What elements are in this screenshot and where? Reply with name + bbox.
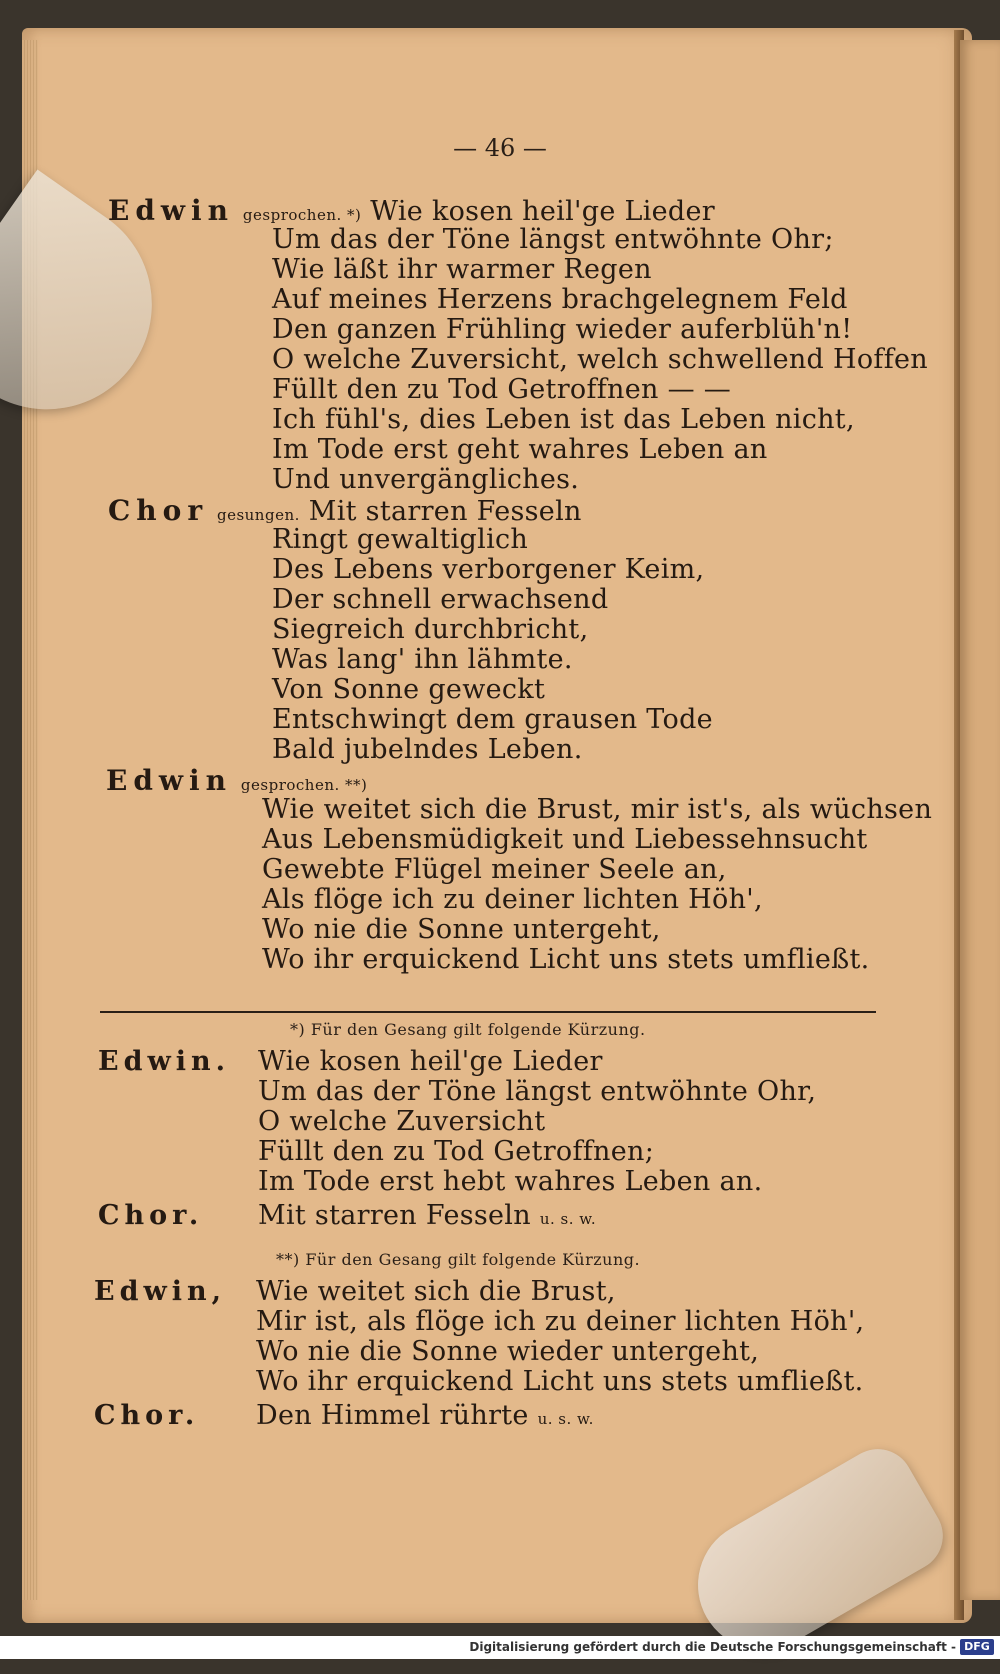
verse-line: Als flöge ich zu deiner lichten Höh',	[262, 884, 763, 915]
footnote-speaker: Edwin.	[98, 1046, 230, 1077]
verse-text: Wie kosen heil'ge Lieder	[370, 196, 715, 227]
verse-line: Aus Lebensmüdigkeit und Liebessehnsucht	[262, 824, 868, 855]
abbreviation: u. s. w.	[539, 1210, 597, 1228]
footnote-line-text: Mit starren Fesseln	[258, 1200, 531, 1231]
digitization-credit: Digitalisierung gefördert durch die Deutsche Forschungsgemeinschaft -	[469, 1640, 956, 1654]
verse-line: Im Tode erst geht wahres Leben an	[272, 434, 768, 465]
footnote-line: Füllt den zu Tod Getroffnen;	[258, 1136, 655, 1167]
verse-line: Wie weitet sich die Brust, mir ist's, als wüchsen	[262, 794, 933, 825]
verse-line: O welche Zuversicht, welch schwellend Hoffen	[272, 344, 928, 375]
footnote-line: Mir ist, als flöge ich zu deiner lichten Höh',	[256, 1306, 865, 1337]
verse-line: Wie läßt ihr warmer Regen	[272, 254, 652, 285]
footnote-line: Im Tode erst hebt wahres Leben an.	[258, 1166, 763, 1197]
verse-line: Ringt gewaltiglich	[272, 524, 529, 555]
verse-line: Auf meines Herzens brachgelegnem Feld	[272, 284, 848, 315]
verse-line: Bald jubelndes Leben.	[272, 734, 583, 765]
verse-line: Der schnell erwachsend	[272, 584, 609, 615]
footnote-speaker: Edwin,	[94, 1276, 226, 1307]
footnote-line-text: Den Himmel rührte	[256, 1400, 529, 1431]
stage-note: gesprochen. *)	[242, 206, 362, 224]
verse-line: Wo ihr erquickend Licht uns stets umfließt.	[262, 944, 870, 975]
footnote-line: Wo ihr erquickend Licht uns stets umfließt.	[256, 1366, 864, 1397]
verse-line: Siegreich durchbricht,	[272, 614, 589, 645]
verse-line: Den ganzen Frühling wieder auferblüh'n!	[272, 314, 853, 345]
verse-line: Was lang' ihn lähmte.	[272, 644, 573, 675]
footnote-speaker: Chor.	[94, 1400, 200, 1431]
footnote-speaker: Chor.	[98, 1200, 204, 1231]
speaker-name: Edwin	[106, 764, 233, 797]
verse-line: Ich fühl's, dies Leben ist das Leben nicht,	[272, 404, 855, 435]
speaker-name: Edwin	[108, 194, 235, 227]
footnote-line: Wo nie die Sonne wieder untergeht,	[256, 1336, 760, 1367]
footnote-line: Um das der Töne längst entwöhnte Ohr,	[258, 1076, 817, 1107]
footnote-line: Wie weitet sich die Brust,	[256, 1276, 616, 1307]
stage-note: gesungen.	[216, 506, 300, 524]
text-line-1	[108, 194, 715, 227]
footnote-line	[256, 1400, 594, 1431]
dfg-logo: DFG	[960, 1639, 994, 1655]
facing-page-edge	[960, 40, 1000, 1600]
verse-line: Und unvergängliches.	[272, 464, 580, 495]
verse-line: Des Lebens verborgener Keim,	[272, 554, 705, 585]
footnote-line: Wie kosen heil'ge Lieder	[258, 1046, 603, 1077]
footnote-line: O welche Zuversicht	[258, 1106, 546, 1137]
stage-note: gesprochen. **)	[240, 776, 368, 794]
footnote-divider	[100, 1011, 876, 1013]
verse-line: Entschwingt dem grausen Tode	[272, 704, 713, 735]
verse-text: Mit starren Fesseln	[308, 496, 582, 527]
speaker-name: Chor	[108, 494, 209, 527]
verse-line: Gewebte Flügel meiner Seele an,	[262, 854, 727, 885]
verse-line: Um das der Töne längst entwöhnte Ohr;	[272, 224, 834, 255]
verse-line: Füllt den zu Tod Getroffnen — —	[272, 374, 732, 405]
page-number: — 46 —	[453, 134, 547, 162]
footnote-heading: **) Für den Gesang gilt folgende Kürzung.	[276, 1250, 641, 1269]
text-line-11	[108, 494, 582, 527]
text-line-20	[106, 764, 367, 797]
verse-line: Wo nie die Sonne untergeht,	[262, 914, 661, 945]
abbreviation: u. s. w.	[537, 1410, 594, 1428]
verse-line: Von Sonne geweckt	[272, 674, 546, 705]
footnote-line	[258, 1200, 596, 1231]
footnote-heading: *) Für den Gesang gilt folgende Kürzung.	[290, 1020, 646, 1039]
